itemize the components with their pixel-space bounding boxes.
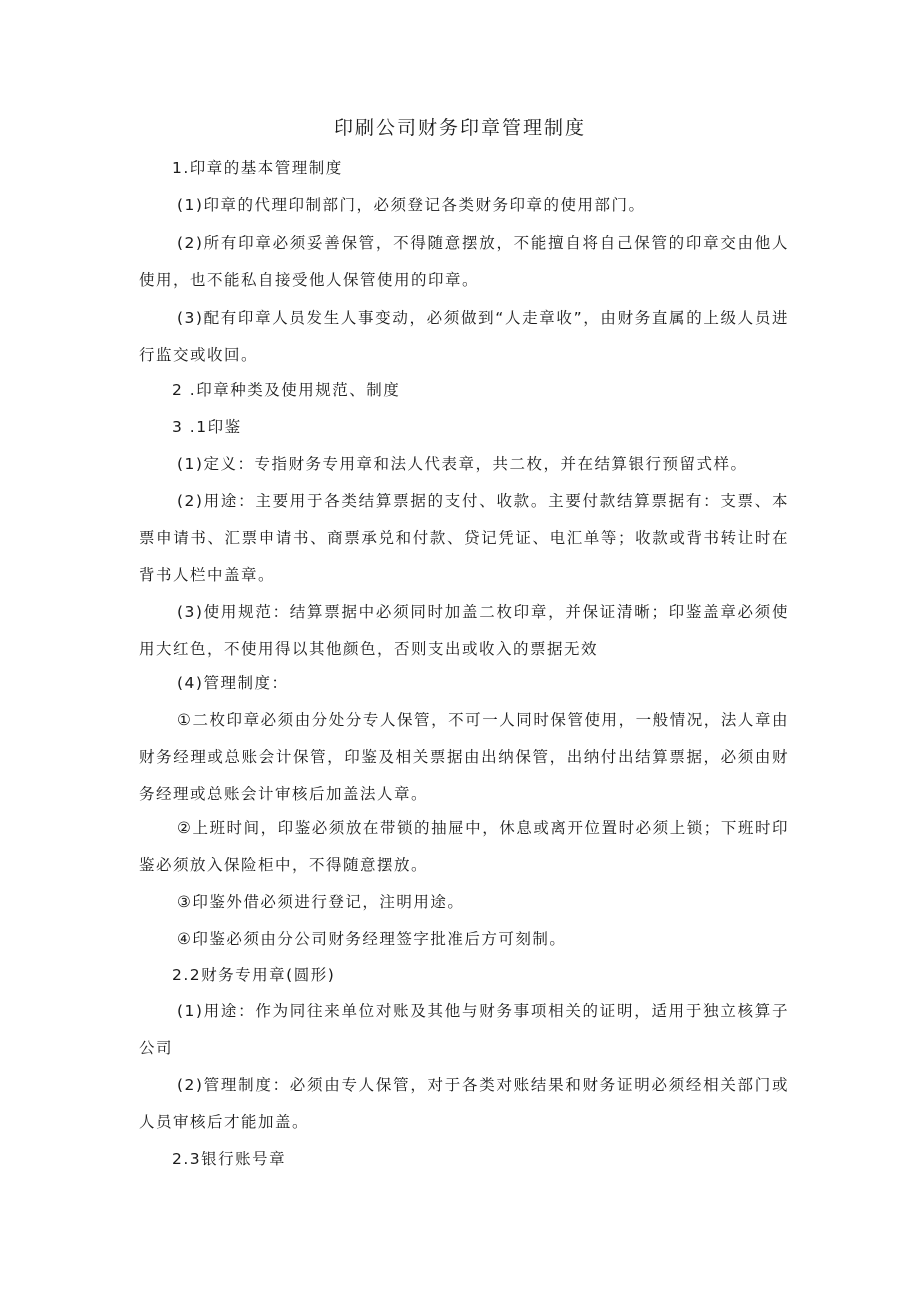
- paragraph-usage-rules: (3)使用规范：结算票据中必须同时加盖二枚印章，并保证清晰；印鉴盖章必须使用大红色，不使用得以其他颜色，否则支出或收入的票据无效: [139, 603, 789, 658]
- paragraph-management-heading: (4)管理制度：: [177, 674, 289, 692]
- paragraph-1-1: (1)印章的代理印制部门，必须登记各类财务印章的使用部门。: [177, 196, 646, 214]
- subsection-heading-3-1: 3 .1印鉴: [172, 418, 242, 436]
- paragraph-definition: (1)定义：专指财务专用章和法人代表章，共二枚，并在结算银行预留式样。: [177, 455, 748, 473]
- section-heading-1: 1.印章的基本管理制度: [172, 159, 343, 177]
- paragraph-1-3: (3)配有印章人员发生人事变动，必须做到“人走章收”，由财务直属的上级人员进行监交或收回。: [139, 309, 789, 364]
- document-title: 印刷公司财务印章管理制度: [333, 117, 586, 139]
- paragraph-1-2: (2)所有印章必须妥善保管，不得随意摆放，不能擅自将自己保管的印章交由他人使用，也不能私自接受他人保管使用的印章。: [139, 234, 789, 289]
- subsection-heading-2-3: 2.3银行账号章: [172, 1150, 287, 1168]
- paragraph-usage: (2)用途：主要用于各类结算票据的支付、收款。主要付款结算票据有：支票、本票申请书、汇票申请书、商票承兑和付款、贷记凭证、电汇单等；收款或背书转让时在背书人栏中盖章。: [139, 492, 789, 584]
- paragraph-rule-2: ②上班时间，印鉴必须放在带锁的抽屉中，休息或离开位置时必须上锁；下班时印鉴必须放入保险柜中，不得随意摆放。: [139, 819, 789, 874]
- paragraph-seal-management: (2)管理制度：必须由专人保管，对于各类对账结果和财务证明必须经相关部门或人员审核后才能加盖。: [139, 1076, 789, 1131]
- paragraph-seal-usage: (1)用途：作为同往来单位对账及其他与财务事项相关的证明，适用于独立核算子公司: [139, 1002, 789, 1057]
- paragraph-rule-3: ③印鉴外借必须进行登记，注明用途。: [177, 893, 465, 911]
- section-heading-2: 2 .印章种类及使用规范、制度: [172, 381, 401, 399]
- paragraph-rule-4: ④印鉴必须由分公司财务经理签字批准后方可刻制。: [177, 930, 567, 948]
- paragraph-rule-1: ①二枚印章必须由分处分专人保管，不可一人同时保管使用，一般情况，法人章由财务经理或总账会计保管，印鉴及相关票据由出纳保管，出纳付出结算票据，必须由财务经理或总账会计审核后加盖法人章。: [139, 711, 789, 803]
- subsection-heading-2-2: 2.2财务专用章(圆形): [172, 966, 336, 984]
